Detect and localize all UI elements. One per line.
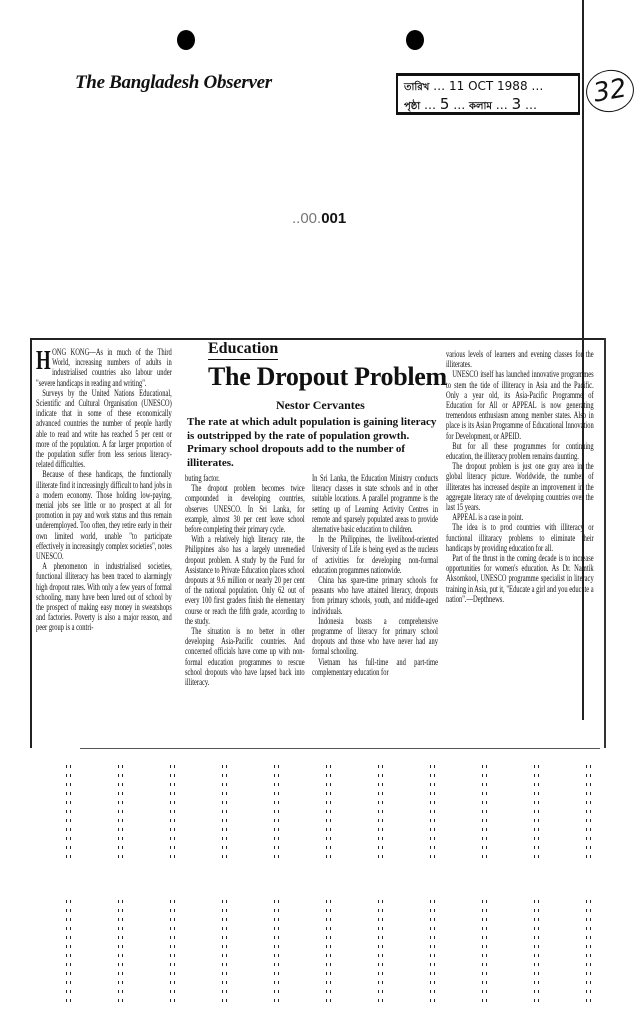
- article-paragraph: Because of these handicaps, the functionally illiterate find it increasingly difficult to hand jobs in a modern economy. Those holding low-paying, menial jobs see little or no prospect at all for promotion in pay and work status and thus remain underemployed. Too often, they retire early in their own limited world, unable "to participate effectively in increasingly complex societies", notes UNESCO.: [36, 470, 172, 563]
- stamp-page-value: 5: [439, 95, 450, 113]
- article-paragraph: But for all these programmes for continuing education, the illiteracy problem remains daunting.: [446, 441, 594, 463]
- punch-hole: [406, 30, 424, 50]
- serial-number: ..00.001: [292, 210, 347, 227]
- article-paragraph: UNESCO itself has launched innovative programmes to stem the tide of illiteracy in Asia and the Pacific. Only a year old, its Asia-Pacific Programme of Education for All or APPEAL is now generating tremendous enthusiasm among member states. Also in place is its Asian Programme of Educational Innovation for Development, or APEID.: [446, 370, 594, 442]
- stamp-column-value: 3: [511, 95, 522, 113]
- article-column-3: [312, 474, 438, 678]
- article-paragraph: Vietnam has full-time and part-time complementary education for: [312, 657, 438, 678]
- file-number: 32: [583, 66, 638, 116]
- article-paragraph: APPEAL is a case in point.: [452, 513, 524, 524]
- clipping-border: [30, 338, 606, 340]
- byline: Nestor Cervantes: [276, 398, 365, 412]
- newspaper-masthead: The Bangladesh Observer: [75, 72, 272, 93]
- article-paragraph: The dropout problem becomes twice compounded in developing countries, observes UNESCO. In Sri Lanka, for example, almost 30 per cent leave school before completing their primary cycle.: [185, 484, 305, 536]
- section-label: Education: [208, 340, 278, 360]
- punch-hole: [177, 30, 195, 50]
- deck: The rate at which adult population is gaining literacy is outstripped by the rate of population growth. Primary school dropouts add to the number of illiterates.: [187, 416, 437, 469]
- article-paragraph: With a relatively high literacy rate, the Philippines also has a largely unremedied dropout problem. A study by the Fund for Assistance to Private Education places school dropouts at 9.6 million or nearly 20 per cent of the national population. Only 62 out of every 100 first graders finish the elementary course or reach the fifth grade, according to the study.: [185, 535, 305, 627]
- article-paragraph: China has spare-time primary schools for peasants who have attained literacy, dropouts from primary schools, youth, and middle-aged individuals.: [312, 576, 438, 617]
- article-paragraph: A phenomenon in industrialised societies, functional illiteracy has been traced to alarmingly high dropout rates. With only a few years of formal schooling, many have been lured out of school by the prospect of making easy money in sweatshops and factories. Poverty is also a major reason, and peer group is a contri-: [36, 562, 172, 634]
- article-column-4: [446, 350, 594, 605]
- clipping-border: [80, 748, 600, 749]
- stamp-date-label: তারিখ: [404, 82, 430, 93]
- article-paragraph: The dropout problem is just one gray area in the global literacy picture. Worldwide, the number of illiterates has increased despite an improvement in the aggregate literacy rate of developing countries over the last 15 years.: [446, 462, 594, 514]
- article-paragraph: Indonesia boasts a comprehensive programme of literacy for primary school dropouts and those who have never had any formal schooling.: [312, 616, 438, 658]
- article-column-1: [36, 345, 172, 634]
- archive-stamp: তারিখ … 11 OCT 1988 … পৃষ্ঠা … 5 … কলাম … 3 …: [396, 73, 580, 115]
- bleed-gap: [40, 862, 600, 898]
- article-paragraph: Part of the thrust in the coming decade is to increase opportunities for women's education. As Dr. Namtik Aksornkool, UNESCO programme specialist in literacy training in Asia, put it, "Educate a girl and you educate a nation".—Depthnews.: [446, 554, 594, 605]
- article-paragraph: Surveys by the United Nations Educational, Scientific and Cultural Organisation (UNESCO) indicate that in some of these economically advanced countries the number of people hardly able to read and write has reached 5 per cent or more of the population. A far larger proportion of the population suffer from less serious literacy-related difficulties.: [36, 388, 172, 471]
- article-paragraph: In the Philippines, the livelihood-oriented University of Life is being eyed as the nucleus of activities for developing non-formal education progammes nationwide.: [312, 535, 438, 576]
- article-paragraph: In Sri Lanka, the Education Ministry conducts literacy classes in state schools and in other suitable locations. A parallel programme is the setting up of Learning Activity Centres in remote and sparsely populated areas to provide alternative basic education to children.: [312, 474, 438, 536]
- article-paragraph: The situation is no better in other developing Asia-Pacific countries. And concerned officials have come up with non-formal education programmes to rescue school dropouts who have lapsed back into illiteracy.: [185, 627, 305, 689]
- stamp-page-label: পৃষ্ঠা: [404, 101, 421, 112]
- article-paragraph: HONG KONG—As in much of the Third World, increasing numbers of adults in industrialised countries also labour under "severe handicaps in reading and writing".: [36, 345, 172, 389]
- article-paragraph: The idea is to prod countries with illiteracy or functional illitaracy problems to eliminate their handicaps by providing education for all.: [446, 523, 594, 554]
- clipping-border: [604, 338, 606, 748]
- clipping-border: [30, 338, 32, 748]
- drop-cap: H: [36, 345, 51, 375]
- stamp-date-value: 11 OCT 1988: [448, 79, 528, 93]
- headline: The Dropout Problem: [208, 362, 447, 391]
- article-paragraph: various levels of learners and evening classes for the illiterates.: [446, 350, 594, 371]
- article-column-2: [185, 474, 305, 688]
- article-paragraph: buting factor.: [185, 474, 220, 484]
- stamp-column-label: কলাম: [469, 101, 492, 112]
